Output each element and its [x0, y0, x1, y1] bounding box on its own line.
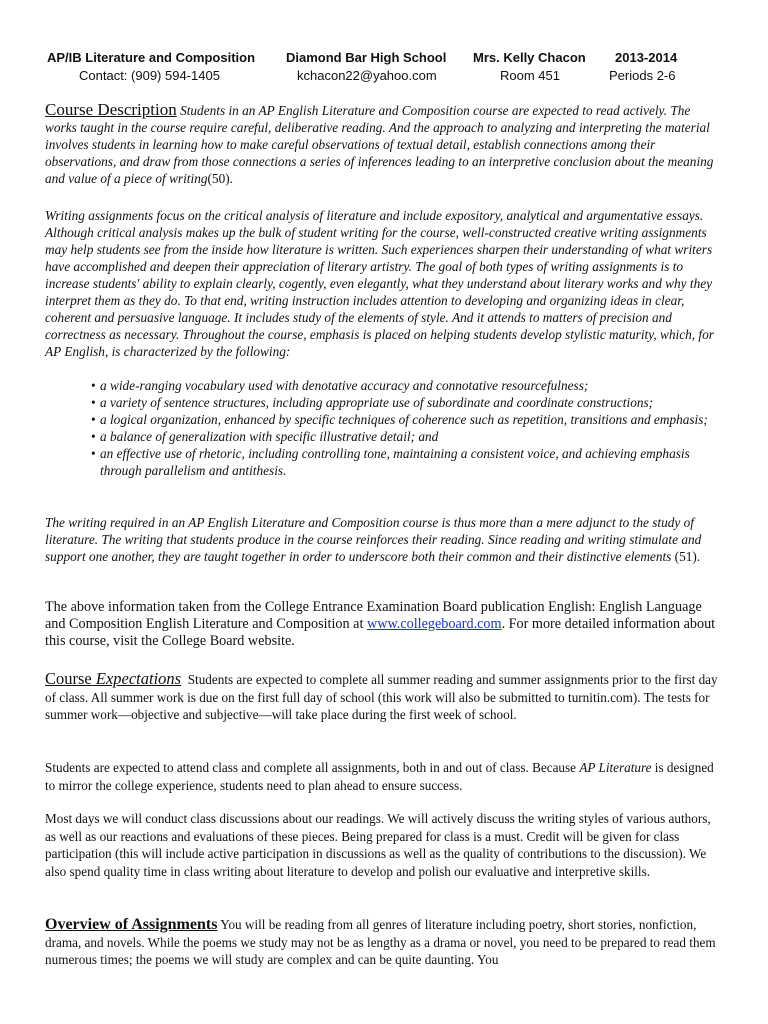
writing-required-paragraph [45, 514, 721, 565]
class-periods: Periods 2-6 [609, 68, 676, 83]
style-bullet-item [93, 428, 721, 445]
bullet-icon: • [91, 378, 96, 393]
attendance-section [45, 759, 721, 794]
source-note-after: . For more detailed information about this course, visit the College Board website. [45, 616, 716, 649]
bullet-text: a balance of generalization with specific illustrative detail; and [100, 429, 439, 444]
citation-51: (51). [674, 549, 701, 564]
stylistic-maturity-list [45, 377, 721, 479]
teacher-name: Mrs. Kelly Chacon [473, 50, 586, 65]
course-expectations-section [45, 670, 721, 724]
bullet-icon: • [91, 429, 96, 444]
school-year: 2013-2014 [615, 50, 678, 65]
contact-phone: Contact: (909) 594-1405 [79, 68, 220, 83]
school-name: Diamond Bar High School [286, 50, 447, 65]
source-note-text: The above information taken from the College Entrance Examination Board publication English: English Language and Composition English Literature and Composition at [45, 599, 702, 632]
bullet-icon: • [91, 395, 96, 410]
ap-literature-em: AP Literature [579, 760, 652, 775]
overview-paragraph [45, 916, 721, 969]
course-description-text: Students in an AP English Literature and Composition course are expected to read actively. The works taught in the course require careful, deliberative reading. And the approach to analyzing and interpreting the material involves students in learning how to make careful observations of textual detail, establish connections among their observations, and draw from those connections a series of inferences leading to an interpretive conclusion about the meaning and value of a piece of writing [45, 103, 714, 186]
style-bullet-item [93, 394, 721, 411]
overview-heading: Overview of Assignments [45, 916, 218, 933]
bullet-text: a wide-ranging vocabulary used with denotative accuracy and connotative resourcefulness; [100, 378, 589, 393]
overview-text: You will be reading from all genres of literature including poetry, short stories, nonfiction, drama, and novels. While the poems we study may not be as lengthy as a drama or novel, you need to be prepared to read them numerous times; the poems we will study are complex and can be quite daunting. You [45, 917, 716, 967]
discussion-paragraph: Most days we will conduct class discussions about our readings. We will actively discuss the writing styles of various authors, as well as our reactions and evaluations of these pieces. Being prepared for class is a must. Credit will be given for class participation (this will include active participation in discussions as well as the quality of contributions to the discussion). We also spend quality time in class writing about literature to develop and polish our evaluative and interpretive skills. [45, 811, 711, 879]
heading-word-expectations: Expectations [95, 669, 182, 688]
contact-email: kchacon22@yahoo.com [297, 68, 437, 83]
style-bullet-item [93, 445, 721, 479]
style-bullet-item [93, 377, 721, 394]
source-note [45, 599, 721, 650]
writing-assignments-paragraph: Writing assignments focus on the critical analysis of literature and include expository, analytical and argumentative essays. Although critical analysis makes up the bulk of student writing for the course, well-constructed creative writing assignments may help students see from the inside how literature is written. Such experiences sharpen their understanding of what writers have accomplished and deepen their appreciation of literary artistry. The goal of both types of writing assignments is to increase students' ability to explain clearly, cogently, even elegantly, what they understand about literary works and why they interpret them as they do. To that end, writing instruction includes attention to developing and organizing ideas in clear, coherent and persuasive language. It includes study of the elements of style. And it attends to matters of precision and correctness as necessary. Throughout the course, emphasis is placed on helping students develop stylistic maturity, which, for AP English, is characterized by the following: [45, 208, 714, 359]
citation-50: (50). [207, 171, 233, 186]
attendance-text-before: Students are expected to attend class and complete all assignments, both in and out of class. Because [45, 760, 577, 775]
attendance-text-after: is designed to mirror the college experience, students need to plan ahead to ensure success. [45, 760, 714, 793]
source-note-section [45, 599, 721, 650]
writing-required-text: The writing required in an AP English Literature and Composition course is thus more than a mere adjunct to the study of literature. The writing that students produce in the course reinforces their reading. Since reading and writing stimulate and support one another, they are taught together in order to underscore both their common and their distinctive elements [45, 515, 702, 564]
bullet-text: an effective use of rhetoric, including controlling tone, maintaining a consistent voice, and achieving emphasis through parallelism and antithesis. [100, 446, 690, 478]
bullet-icon: • [91, 446, 96, 461]
bullet-text: a variety of sentence structures, including appropriate use of subordinate and coordinate constructions; [100, 395, 654, 410]
collegeboard-link[interactable]: www.collegeboard.com [366, 616, 502, 632]
style-bullet-list [45, 377, 721, 479]
writing-required-section [45, 514, 721, 565]
course-description-section [45, 101, 721, 187]
course-title: AP/IB Literature and Composition [47, 50, 256, 65]
bullet-icon: • [91, 412, 96, 427]
style-bullet-item [93, 411, 721, 428]
course-expectations-heading [45, 669, 181, 688]
course-description-heading: Course Description [45, 100, 177, 119]
discussion-section [45, 810, 721, 880]
overview-section [45, 916, 721, 969]
attendance-paragraph [45, 759, 721, 794]
course-expectations-p1 [45, 670, 721, 724]
room-number: Room 451 [500, 68, 560, 83]
heading-word-course: Course [45, 669, 92, 688]
writing-assignments-section [45, 207, 721, 360]
course-expectations-text: Students are expected to complete all summer reading and summer assignments prior to the first day of class. All summer work is due on the first full day of school (this work will also be submitted to turnitin.com). The tests for summer work—objective and subjective—will take place during the first week of school. [45, 672, 718, 722]
course-description-p1 [45, 101, 721, 187]
bullet-text: a logical organization, enhanced by specific techniques of coherence such as repetition, transitions and emphasis; [100, 412, 708, 427]
